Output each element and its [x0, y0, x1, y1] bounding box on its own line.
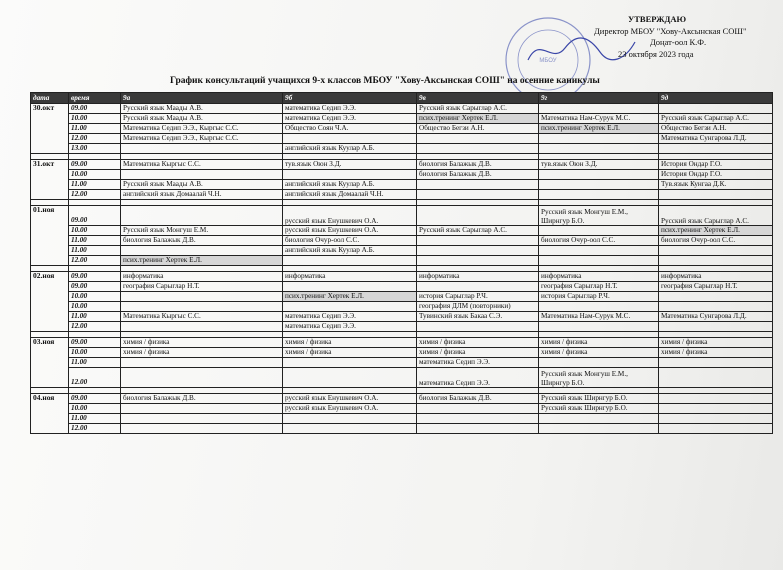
date-cell: 31.окт — [31, 160, 69, 200]
schedule-cell — [659, 404, 773, 414]
schedule-cell: Математика Сунгарова Л.Д. — [659, 134, 773, 144]
schedule-cell: биология Очур-оол С.С. — [659, 236, 773, 246]
schedule-cell — [283, 170, 417, 180]
time-cell: 10.00 — [69, 226, 121, 236]
time-cell: 09.00 — [69, 394, 121, 404]
table-row — [31, 282, 773, 292]
schedule-cell — [417, 322, 539, 332]
table-row — [31, 272, 773, 282]
schedule-cell: Тувинский язык Бакаа С.Э. — [417, 312, 539, 322]
schedule-cell — [659, 190, 773, 200]
table-row — [31, 226, 773, 236]
schedule-cell — [417, 246, 539, 256]
schedule-cell: информатика — [659, 272, 773, 282]
svg-text:МБОУ: МБОУ — [539, 58, 557, 64]
page-title: График консультаций учащихся 9-х классов МБОУ "Хову-Аксынская СОШ" на осенние каникулы — [170, 76, 600, 86]
header-time: время — [69, 93, 121, 104]
time-cell: 09.00 — [69, 338, 121, 348]
table-row — [31, 114, 773, 124]
schedule-cell: Математика Сунгарова Л.Д. — [659, 312, 773, 322]
schedule-cell: Математика Нам-Сурук М.С. — [539, 312, 659, 322]
approval-block — [594, 14, 780, 60]
schedule-cell — [417, 144, 539, 154]
schedule-cell — [121, 368, 283, 388]
schedule-cell — [121, 206, 283, 226]
date-cell: 03.ноя — [31, 338, 69, 388]
schedule-cell: биология Балажык Д.В. — [121, 236, 283, 246]
schedule-cell: биология Очур-оол С.С. — [283, 236, 417, 246]
schedule-cell: математика Седип Э.Э. — [417, 368, 539, 388]
schedule-cell: химия / физика — [539, 348, 659, 358]
schedule-cell — [121, 246, 283, 256]
schedule-cell: информатика — [121, 272, 283, 282]
schedule-cell — [539, 424, 659, 434]
table-row — [31, 104, 773, 114]
header-9g: 9г — [539, 93, 659, 104]
table-row — [31, 338, 773, 348]
schedule-cell — [121, 414, 283, 424]
schedule-cell: Общество Соян Ч.А. — [283, 124, 417, 134]
schedule-cell — [539, 104, 659, 114]
schedule-cell — [121, 424, 283, 434]
time-cell: 11.00 — [69, 246, 121, 256]
time-cell: 09.00 — [69, 160, 121, 170]
time-cell: 11.00 — [69, 312, 121, 322]
schedule-cell: биология Балажык Д.В. — [417, 170, 539, 180]
table-row — [31, 404, 773, 414]
schedule-cell: английский язык Домаалай Ч.Н. — [283, 190, 417, 200]
schedule-cell — [417, 206, 539, 226]
time-cell: 11.00 — [69, 124, 121, 134]
table-row — [31, 394, 773, 404]
schedule-cell: математика Седип Э.Э. — [283, 114, 417, 124]
schedule-cell — [417, 424, 539, 434]
schedule-cell — [283, 302, 417, 312]
schedule-cell: английский язык Куулар А.Б. — [283, 180, 417, 190]
schedule-cell: химия / физика — [659, 348, 773, 358]
time-cell: 11.00 — [69, 358, 121, 368]
table-row — [31, 134, 773, 144]
schedule-cell — [659, 144, 773, 154]
schedule-cell: Русский язык Монгуш Е.М. — [121, 226, 283, 236]
time-cell: 10.00 — [69, 348, 121, 358]
table-row — [31, 256, 773, 266]
schedule-cell: Русский язык Маады А.В. — [121, 180, 283, 190]
schedule-cell: тув.язык Оюн З.Д. — [539, 160, 659, 170]
time-cell: 10.00 — [69, 114, 121, 124]
schedule-cell: Русский язык Маады А.В. — [121, 104, 283, 114]
schedule-cell: русский язык Енушкевич О.А. — [283, 206, 417, 226]
approval-date: 23 октября 2023 года — [618, 48, 694, 59]
approval-name: Доңат-оол К.Ф. — [650, 37, 707, 47]
schedule-cell: математика Седип Э.Э. — [417, 358, 539, 368]
schedule-cell: информатика — [283, 272, 417, 282]
time-cell: 10.00 — [69, 302, 121, 312]
schedule-cell: Русский язык Маады А.В. — [121, 114, 283, 124]
schedule-cell: История Ондар Г.О. — [659, 170, 773, 180]
schedule-cell — [283, 134, 417, 144]
table-row — [31, 358, 773, 368]
schedule-cell — [121, 404, 283, 414]
time-cell: 11.00 — [69, 180, 121, 190]
table-row — [31, 322, 773, 332]
schedule-cell: русский язык Енушкевич О.А. — [283, 226, 417, 236]
schedule-cell: Русский язык Монгуш Е.М., Ширнгур Б.О. — [539, 206, 659, 226]
schedule-cell: биология Балажык Д.В. — [417, 394, 539, 404]
time-cell: 12.00 — [69, 256, 121, 266]
schedule-cell: химия / физика — [539, 338, 659, 348]
table-row — [31, 190, 773, 200]
schedule-cell: псих.тренинг Хертек Е.Л. — [417, 114, 539, 124]
schedule-cell — [659, 394, 773, 404]
schedule-cell — [659, 104, 773, 114]
schedule-cell — [659, 302, 773, 312]
schedule-cell: география ДЛМ (повторники) — [417, 302, 539, 312]
schedule-cell — [539, 358, 659, 368]
schedule-cell: география Сарыглар Н.Т. — [121, 282, 283, 292]
approval-heading: УТВЕРЖДАЮ — [628, 14, 687, 24]
schedule-cell: география Сарыглар Н.Т. — [539, 282, 659, 292]
schedule-cell — [659, 414, 773, 424]
schedule-cell: английский язык Куулар А.Б. — [283, 246, 417, 256]
schedule-cell: математика Седип Э.Э. — [283, 104, 417, 114]
date-cell: 02.ноя — [31, 272, 69, 332]
schedule-cell — [417, 256, 539, 266]
date-cell: 01.ноя — [31, 206, 69, 266]
schedule-cell — [121, 144, 283, 154]
schedule-cell — [539, 414, 659, 424]
schedule-cell — [539, 134, 659, 144]
schedule-cell: Математика Нам-Сурук М.С. — [539, 114, 659, 124]
time-cell: 12.00 — [69, 322, 121, 332]
schedule-body — [31, 104, 773, 434]
table-row — [31, 160, 773, 170]
header-date: дата — [31, 93, 69, 104]
schedule-cell — [121, 292, 283, 302]
time-cell: 13.00 — [69, 144, 121, 154]
time-cell: 12.00 — [69, 368, 121, 388]
table-row — [31, 124, 773, 134]
date-cell: 30.окт — [31, 104, 69, 154]
schedule-cell: биология Балажык Д.В. — [121, 394, 283, 404]
date-cell: 04.ноя — [31, 394, 69, 434]
schedule-cell: Общество Бегзи А.Н. — [417, 124, 539, 134]
schedule-cell: английский язык Куулар А.Б. — [283, 144, 417, 154]
schedule-cell: химия / физика — [121, 348, 283, 358]
schedule-cell: Математика Кыргыс С.С. — [121, 312, 283, 322]
schedule-cell — [659, 368, 773, 388]
schedule-cell: русский язык Енушкевич О.А. — [283, 394, 417, 404]
schedule-cell — [539, 256, 659, 266]
time-cell: 11.00 — [69, 414, 121, 424]
approval-director: Директор МБОУ "Хову-Аксынская СОШ" — [594, 25, 747, 36]
schedule-cell: псих.тренинг Хертек Е.Л. — [659, 226, 773, 236]
schedule-cell: Общество Бегзи А.Н. — [659, 124, 773, 134]
schedule-cell: математика Седип Э.Э. — [283, 322, 417, 332]
schedule-cell — [539, 144, 659, 154]
table-row — [31, 236, 773, 246]
schedule-cell: Математика Седип Э.Э., Кыргыс С.С. — [121, 124, 283, 134]
schedule-cell — [539, 226, 659, 236]
schedule-cell: Русский язык Сарыглар А.С. — [417, 226, 539, 236]
schedule-cell: Русский язык Ширнгур Б.О. — [539, 394, 659, 404]
schedule-cell: химия / физика — [417, 338, 539, 348]
schedule-cell: английский язык Домаалай Ч.Н. — [121, 190, 283, 200]
schedule-cell: математика Седип Э.Э. — [283, 312, 417, 322]
schedule-cell — [417, 282, 539, 292]
schedule-table — [30, 92, 773, 434]
schedule-cell: Русский язык Сарыглар А.С. — [417, 104, 539, 114]
schedule-cell — [659, 292, 773, 302]
table-row — [31, 368, 773, 388]
schedule-cell — [659, 358, 773, 368]
schedule-cell: информатика — [539, 272, 659, 282]
schedule-cell: информатика — [417, 272, 539, 282]
table-row — [31, 414, 773, 424]
time-cell: 11.00 — [69, 236, 121, 246]
schedule-cell — [283, 282, 417, 292]
schedule-cell: Русский язык Сарыглар А.С. — [659, 114, 773, 124]
schedule-cell: химия / физика — [659, 338, 773, 348]
schedule-cell: Русский язык Сарыглар А.С. — [659, 206, 773, 226]
schedule-cell — [121, 322, 283, 332]
time-cell: 12.00 — [69, 424, 121, 434]
schedule-cell — [539, 180, 659, 190]
schedule-cell: русский язык Енушкевич О.А. — [283, 404, 417, 414]
time-cell: 09.00 — [69, 206, 121, 226]
schedule-cell — [417, 190, 539, 200]
header-9d: 9д — [659, 93, 773, 104]
schedule-cell — [283, 256, 417, 266]
table-row — [31, 180, 773, 190]
schedule-cell — [659, 424, 773, 434]
schedule-cell: биология Очур-оол С.С. — [539, 236, 659, 246]
table-row — [31, 292, 773, 302]
schedule-cell — [283, 368, 417, 388]
schedule-cell: Русский язык Ширнгур Б.О. — [539, 404, 659, 414]
schedule-cell — [417, 414, 539, 424]
time-cell: 10.00 — [69, 292, 121, 302]
header-9v: 9в — [417, 93, 539, 104]
schedule-cell: история Сарыглар Р.Ч. — [539, 292, 659, 302]
time-cell: 10.00 — [69, 404, 121, 414]
schedule-cell — [121, 302, 283, 312]
schedule-cell — [283, 358, 417, 368]
schedule-cell — [283, 424, 417, 434]
table-row — [31, 170, 773, 180]
header-9a: 9а — [121, 93, 283, 104]
schedule-cell: псих.тренинг Хертек Е.Л. — [283, 292, 417, 302]
schedule-cell: Тув.язык Кунгаа Д.К. — [659, 180, 773, 190]
time-cell: 09.00 — [69, 104, 121, 114]
schedule-cell: история Сарыглар Р.Ч. — [417, 292, 539, 302]
schedule-cell — [283, 414, 417, 424]
schedule-cell: химия / физика — [121, 338, 283, 348]
schedule-cell: география Сарыглар Н.Т. — [659, 282, 773, 292]
schedule-cell: химия / физика — [283, 348, 417, 358]
table-row — [31, 206, 773, 226]
schedule-cell — [121, 170, 283, 180]
schedule-cell — [539, 322, 659, 332]
header-9b: 9б — [283, 93, 417, 104]
time-cell: 12.00 — [69, 190, 121, 200]
table-row — [31, 424, 773, 434]
schedule-cell: Русский язык Монгуш Е.М., Ширнгур Б.О. — [539, 368, 659, 388]
table-row — [31, 312, 773, 322]
schedule-cell — [417, 134, 539, 144]
schedule-cell — [417, 180, 539, 190]
table-row — [31, 144, 773, 154]
schedule-cell — [659, 256, 773, 266]
schedule-cell — [121, 358, 283, 368]
schedule-cell: химия / физика — [283, 338, 417, 348]
schedule-cell: тув.язык Оюн З.Д. — [283, 160, 417, 170]
table-row — [31, 302, 773, 312]
schedule-cell — [417, 236, 539, 246]
table-row — [31, 348, 773, 358]
schedule-cell: История Ондар Г.О. — [659, 160, 773, 170]
schedule-cell: Математика Седип Э.Э., Кыргыс С.С. — [121, 134, 283, 144]
schedule-cell — [659, 246, 773, 256]
time-cell: 12.00 — [69, 134, 121, 144]
time-cell: 10.00 — [69, 170, 121, 180]
table-row — [31, 246, 773, 256]
schedule-cell — [539, 170, 659, 180]
schedule-cell: биология Балажык Д.В. — [417, 160, 539, 170]
schedule-cell — [539, 190, 659, 200]
schedule-cell — [539, 302, 659, 312]
schedule-cell — [659, 322, 773, 332]
schedule-cell — [539, 246, 659, 256]
schedule-cell — [417, 404, 539, 414]
table-header-row — [31, 93, 773, 104]
schedule-cell: псих.тренинг Хертек Е.Л. — [539, 124, 659, 134]
schedule-cell: Математика Кыргыс С.С. — [121, 160, 283, 170]
schedule-cell: псих.тренинг Хертек Е.Л. — [121, 256, 283, 266]
schedule-cell: химия / физика — [417, 348, 539, 358]
time-cell: 09.00 — [69, 282, 121, 292]
time-cell: 09.00 — [69, 272, 121, 282]
